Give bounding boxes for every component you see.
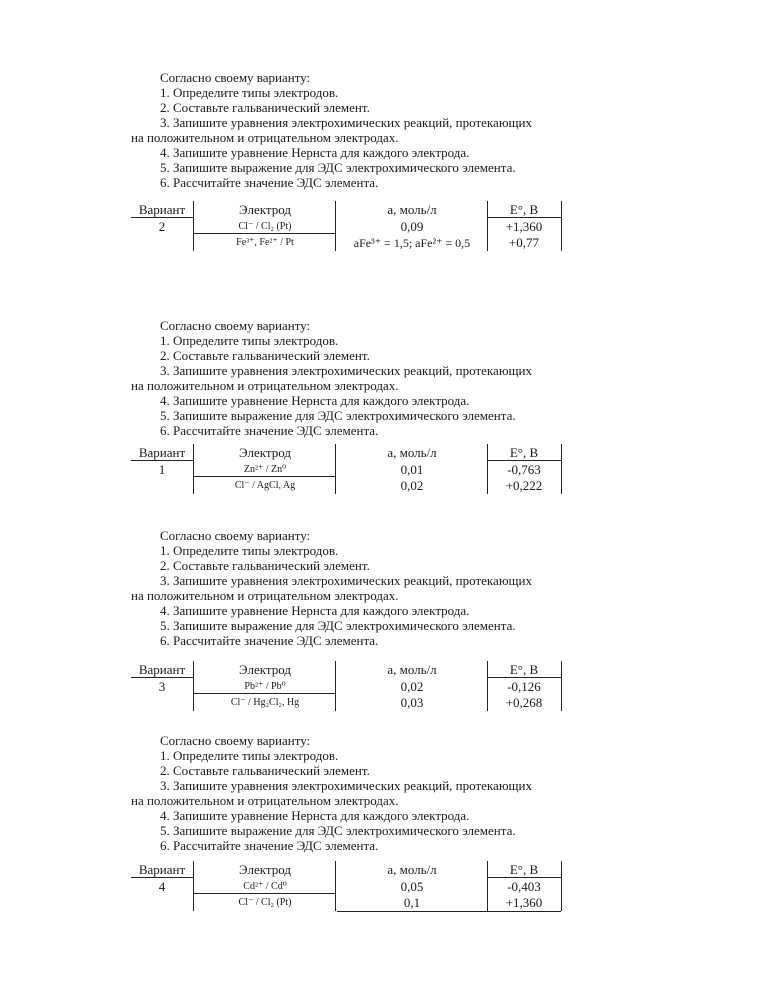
variant-table [131, 444, 561, 494]
task-intro: Согласно своему варианту: [160, 733, 311, 748]
header-potential: E°, В [509, 202, 539, 217]
task-item: 1. Определите типы электродов. [160, 333, 339, 348]
variant-number: 1 [158, 462, 166, 477]
task-item: 3. Запишите уравнения электрохимических реакций, протекающих [160, 778, 532, 793]
task-item: 4. Запишите уравнение Нернста для каждого электрода. [160, 603, 470, 618]
header-variant: Вариант [138, 662, 186, 677]
activity-1: 0,09 [400, 219, 424, 234]
task-item: 6. Рассчитайте значение ЭДС элемента. [160, 633, 379, 648]
activity-1: 0,01 [400, 462, 424, 477]
electrode-2: Cl⁻ / Cl₂ (Pt) [238, 897, 292, 908]
activity-2: 0,03 [400, 695, 424, 710]
task-item-continuation: на положительном и отрицательном электродах. [131, 793, 399, 808]
task-item: 5. Запишите выражение для ЭДС электрохимического элемента. [160, 160, 516, 175]
header-variant: Вариант [138, 862, 186, 877]
task-intro: Согласно своему варианту: [160, 70, 311, 85]
potential-2: +0,268 [505, 695, 543, 710]
task-item: 3. Запишите уравнения электрохимических реакций, протекающих [160, 115, 532, 130]
task-item: 5. Запишите выражение для ЭДС электрохимического элемента. [160, 618, 516, 633]
task-item: 5. Запишите выражение для ЭДС электрохимического элемента. [160, 408, 516, 423]
task-item: 2. Составьте гальванический элемент. [160, 763, 370, 778]
variant-number: 2 [158, 219, 166, 234]
potential-1: -0,763 [507, 462, 541, 477]
task-item: 2. Составьте гальванический элемент. [160, 100, 370, 115]
header-variant: Вариант [138, 445, 186, 460]
header-electrode: Электрод [239, 662, 291, 677]
variant-table [131, 201, 561, 251]
header-electrode: Электрод [239, 862, 291, 877]
header-activity: a, моль/л [387, 445, 437, 460]
task-item: 4. Запишите уравнение Нернста для каждого электрода. [160, 808, 470, 823]
task-item: 1. Определите типы электродов. [160, 748, 339, 763]
potential-1: -0,126 [507, 679, 541, 694]
task-item: 2. Составьте гальванический элемент. [160, 558, 370, 573]
task-item: 5. Запишите выражение для ЭДС электрохимического элемента. [160, 823, 516, 838]
header-electrode: Электрод [239, 445, 291, 460]
potential-2: +0,222 [505, 478, 543, 493]
task-item-continuation: на положительном и отрицательном электродах. [131, 130, 399, 145]
header-potential: E°, В [509, 862, 539, 877]
electrode-2: Cl⁻ / Hg₂Cl₂, Hg [230, 697, 300, 708]
potential-2: +1,360 [505, 895, 543, 910]
header-activity: a, моль/л [387, 662, 437, 677]
potential-2: +0,77 [508, 235, 540, 250]
task-item: 4. Запишите уравнение Нернста для каждого электрода. [160, 145, 470, 160]
activity-2: 0,1 [403, 895, 421, 910]
variant-number: 4 [158, 879, 166, 894]
electrode-2: Cl⁻ / AgCl, Ag [234, 480, 296, 491]
task-item: 6. Рассчитайте значение ЭДС элемента. [160, 838, 379, 853]
task-item: 3. Запишите уравнения электрохимических реакций, протекающих [160, 573, 532, 588]
electrode-1: Zn²⁺ / Zn⁰ [243, 464, 287, 475]
potential-1: +1,360 [505, 219, 543, 234]
electrode-1: Cl⁻ / Cl₂ (Pt) [238, 221, 292, 232]
header-variant: Вариант [138, 202, 186, 217]
header-electrode: Электрод [239, 202, 291, 217]
header-potential: E°, В [509, 445, 539, 460]
task-item: 2. Составьте гальванический элемент. [160, 348, 370, 363]
task-item: 6. Рассчитайте значение ЭДС элемента. [160, 175, 379, 190]
task-item-continuation: на положительном и отрицательном электродах. [131, 588, 399, 603]
electrode-1: Pb²⁺ / Pb⁰ [244, 681, 286, 692]
activity-1: 0,02 [400, 679, 424, 694]
header-potential: E°, В [509, 662, 539, 677]
potential-1: -0,403 [507, 879, 541, 894]
header-activity: a, моль/л [387, 862, 437, 877]
activity-1: 0,05 [400, 879, 424, 894]
activity-2: aFe³⁺ = 1,5; aFe²⁺ = 0,5 [353, 236, 471, 250]
task-item: 1. Определите типы электродов. [160, 85, 339, 100]
variant-table [131, 861, 561, 911]
task-item: 3. Запишите уравнения электрохимических реакций, протекающих [160, 363, 532, 378]
variant-table [131, 661, 561, 711]
task-item-continuation: на положительном и отрицательном электродах. [131, 378, 399, 393]
electrode-1: Cd²⁺ / Cd⁰ [243, 881, 287, 892]
task-intro: Согласно своему варианту: [160, 528, 311, 543]
task-item: 4. Запишите уравнение Нернста для каждого электрода. [160, 393, 470, 408]
task-intro: Согласно своему варианту: [160, 318, 311, 333]
activity-2: 0,02 [400, 478, 424, 493]
electrode-2: Fe³⁺, Fe²⁺ / Pt [236, 237, 294, 248]
variant-number: 3 [158, 679, 166, 694]
task-item: 1. Определите типы электродов. [160, 543, 339, 558]
header-activity: a, моль/л [387, 202, 437, 217]
task-item: 6. Рассчитайте значение ЭДС элемента. [160, 423, 379, 438]
